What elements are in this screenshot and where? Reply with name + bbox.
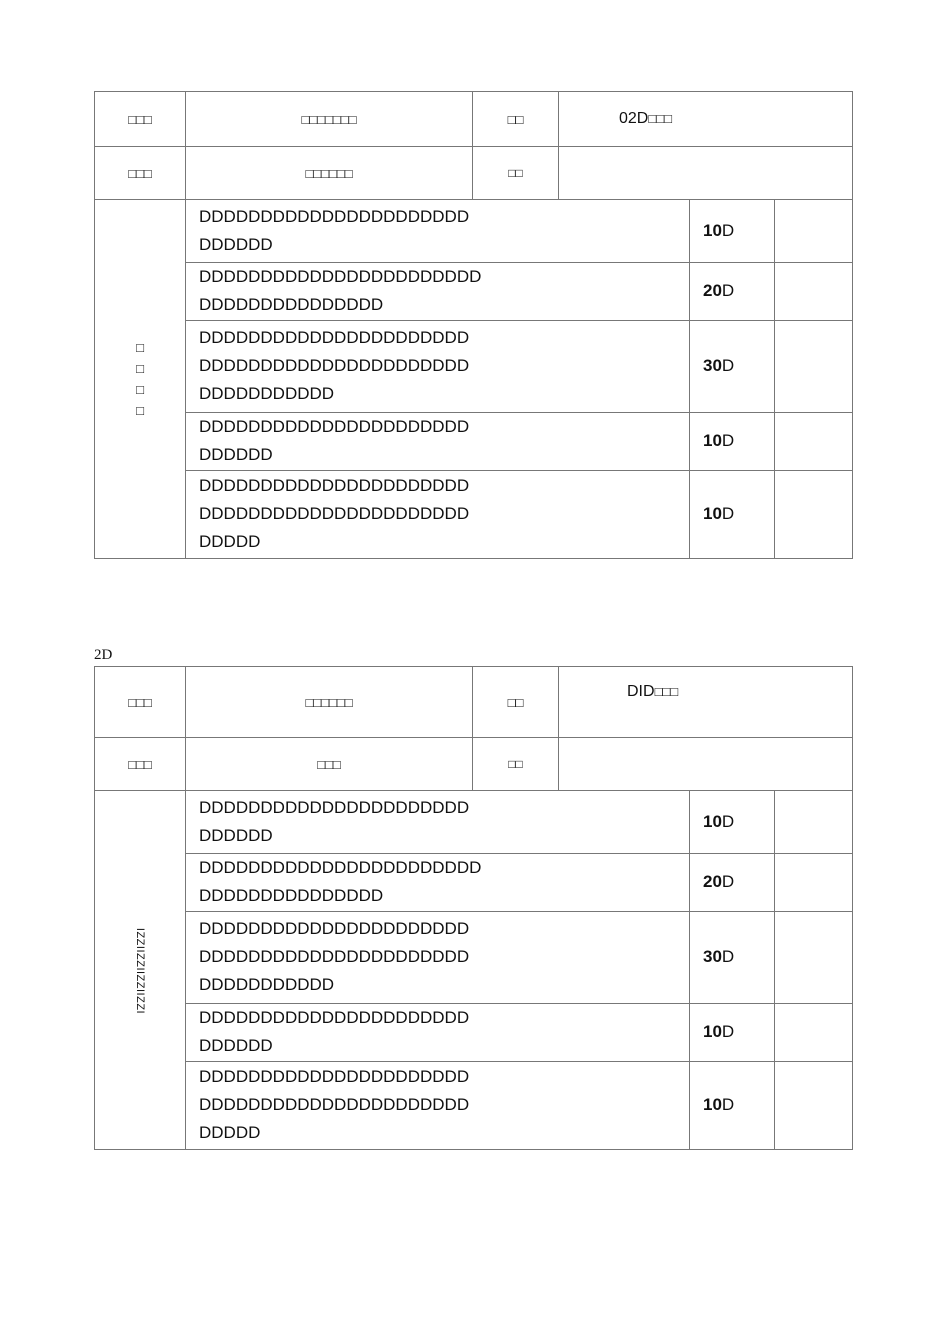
criterion-score: 30D <box>690 320 775 412</box>
form-block-2 <box>94 666 853 1150</box>
form-block-1 <box>94 91 853 559</box>
criterion-score: 10D <box>690 412 775 470</box>
criterion-text: DDDDDDDDDDDDDDDDDDDDDDD DDDDDDDDDDDDDDD <box>186 853 690 911</box>
header-value: □□□ <box>186 738 473 791</box>
header-value-blank <box>559 147 853 200</box>
criterion-text: DDDDDDDDDDDDDDDDDDDDDDD DDDDDDDDDDDDDDD <box>186 262 690 320</box>
header-table <box>94 91 853 200</box>
category-char: □ <box>136 360 144 376</box>
criterion-score: 10D <box>690 200 775 262</box>
criterion-text: DDDDDDDDDDDDDDDDDDDDDD DDDDDDDDDDDDDDDDDDDDDD DDDDD <box>186 470 690 558</box>
criterion-score: 20D <box>690 262 775 320</box>
criterion-text: DDDDDDDDDDDDDDDDDDDDDD DDDDDDDDDDDDDDDDDDDDDD DDDDDDDDDDD <box>186 911 690 1003</box>
category-char: □ <box>136 339 144 355</box>
criterion-score: 30D <box>690 911 775 1003</box>
header-table <box>94 666 853 791</box>
score-entry-cell[interactable] <box>775 853 853 911</box>
criterion-score: 10D <box>690 470 775 558</box>
score-entry-cell[interactable] <box>775 791 853 853</box>
header-value-blank <box>559 738 853 791</box>
header-label: □□□ <box>95 147 186 200</box>
criterion-text: DDDDDDDDDDDDDDDDDDDDDD DDDDDD <box>186 1003 690 1061</box>
score-entry-cell[interactable] <box>775 470 853 558</box>
category-char: □ <box>136 402 144 418</box>
criterion-score: 20D <box>690 853 775 911</box>
score-entry-cell[interactable] <box>775 320 853 412</box>
header-label: □□□ <box>95 667 186 738</box>
header-label: □□ <box>473 147 559 200</box>
header-label: □□□ <box>95 738 186 791</box>
criterion-score: 10D <box>690 1003 775 1061</box>
header-label: □□ <box>473 738 559 791</box>
header-value: 02D□□□ <box>559 92 853 147</box>
score-entry-cell[interactable] <box>775 412 853 470</box>
criterion-text: DDDDDDDDDDDDDDDDDDDDDD DDDDDD <box>186 412 690 470</box>
criteria-table <box>94 791 853 1150</box>
criterion-text: DDDDDDDDDDDDDDDDDDDDDD DDDDDD <box>186 200 690 262</box>
category-cell <box>95 791 186 1149</box>
criteria-table <box>94 200 853 559</box>
category-char: □ <box>136 381 144 397</box>
criterion-score: 10D <box>690 1061 775 1149</box>
header-value: □□□□□□□ <box>186 92 473 147</box>
score-entry-cell[interactable] <box>775 1003 853 1061</box>
criterion-text: DDDDDDDDDDDDDDDDDDDDDD DDDDDD <box>186 791 690 853</box>
criterion-text: DDDDDDDDDDDDDDDDDDDDDD DDDDDDDDDDDDDDDDDDDDDD DDDDD <box>186 1061 690 1149</box>
score-entry-cell[interactable] <box>775 200 853 262</box>
criterion-text: DDDDDDDDDDDDDDDDDDDDDD DDDDDDDDDDDDDDDDDDDDDD DDDDDDDDDDD <box>186 320 690 412</box>
score-entry-cell[interactable] <box>775 1061 853 1149</box>
section-label: 2D <box>94 647 113 663</box>
score-entry-cell[interactable] <box>775 911 853 1003</box>
header-label: □□ <box>473 92 559 147</box>
category-vertical-text: IZZIIZZIIZZIIZZI <box>133 928 146 1015</box>
header-value: □□□□□□ <box>186 147 473 200</box>
header-label: □□□ <box>95 92 186 147</box>
header-value: □□□□□□ <box>186 667 473 738</box>
category-cell <box>95 200 186 558</box>
header-label: □□ <box>473 667 559 738</box>
criterion-score: 10D <box>690 791 775 853</box>
header-value: DID□□□ <box>559 667 853 738</box>
score-entry-cell[interactable] <box>775 262 853 320</box>
